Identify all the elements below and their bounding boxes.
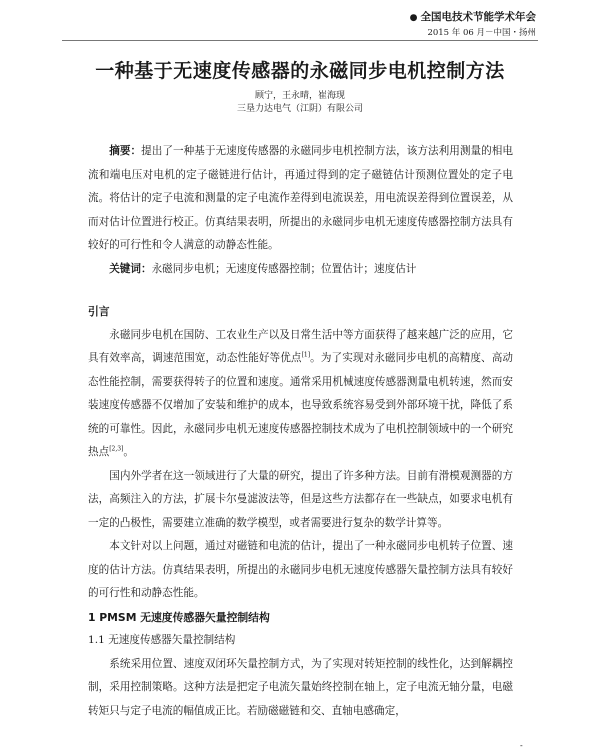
conference-date-place: 2015 年 06 月－中国・扬州 [427, 28, 536, 38]
intro-p1-part-a: 永磁同步电机在国防、工农业生产以及日常生活中等方面获得了越来越广泛的应用，它具有效率高，调速范围宽，动态性能好等优点 [88, 328, 513, 364]
intro-heading: 引言 [88, 305, 110, 318]
section-1-heading: 1 PMSM 无速度传感器矢量控制结构 [88, 610, 270, 624]
intro-paragraph-1 [88, 324, 513, 465]
paper-authors: 顾宁，王永晴，崔海现 [254, 91, 345, 101]
conference-name: 全国电技术节能学术年会 [420, 11, 536, 23]
section-1-paragraph-1: 系统采用位置、速度双闭环矢量控制方式，为了实现对转矩控制的线性化，达到解耦控制，采用控制策略。这种方法是把定子电流矢量始终控制在轴上，定子电流无轴分量，电磁转矩只与定子电流的幅值成正比。若励磁磁链和交、直轴电感确定， [88, 657, 513, 717]
keywords-text: 永磁同步电机；无速度传感器控制；位置估计；速度估计 [151, 262, 417, 275]
intro-p1-part-b: 。为了实现对永磁同步电机的高精度、高动态性能控制，需要获得转子的位置和速度。通常采用机械速度传感器测量电机转速，然而安装速度传感器不仅增加了安装和维护的成本，也导致系统容易受到外部环境干扰，降低了系统的可靠性。因此，永磁同步电机无速度传感器控制技术成为了电机控制领域中的一个研究热点 [88, 352, 514, 458]
intro-p1-part-c: 。 [123, 446, 135, 458]
paper-affiliation: 三垦力达电气（江阴）有限公司 [236, 104, 363, 114]
abstract [88, 140, 513, 258]
conference-header [410, 10, 536, 39]
citation-ref: [2,3] [109, 445, 124, 453]
spacer [88, 281, 513, 300]
abstract-label: 摘要： [109, 145, 142, 157]
intro-paragraph-2: 国内外学者在这一领域进行了大量的研究，提出了许多种方法。目前有滑模观测器的方法，高频注入的方法，扩展卡尔曼滤波法等，但是这些方法都存在一些缺点，如要求电机有一定的凸极性，需要建立准确的数学模型，或者需要进行复杂的数学计算等。 [88, 469, 513, 529]
paper-title: 一种基于无速度传感器的永磁同步电机控制方法 [95, 60, 505, 82]
keywords-label: 关键词： [109, 262, 152, 275]
intro-paragraph-3: 本文针对以上问题，通过对磁链和电流的估计，提出了一种永磁同步电机转子位置、速度的估计方法。仿真结果表明，所提出的永磁同步电机无速度传感器矢量控制方法具有较好的可行性和动静态性能。 [88, 540, 513, 599]
page-footer-mark: - [520, 741, 523, 750]
citation-ref: [1] [301, 351, 311, 359]
conference-title [410, 10, 536, 25]
bullet-icon: ● [409, 13, 418, 23]
subsection-1-1-heading: 1.1 无速度传感器矢量控制结构 [88, 634, 236, 646]
header-rule [62, 40, 538, 41]
keywords [88, 258, 513, 282]
abstract-text: 提出了一种基于无速度传感器的永磁同步电机控制方法，该方法利用测量的相电流和端电压对电机的定子磁链进行估计，再通过得到的定子磁链估计预测位置处的定子电流。将估计的定子电流和测量的定子电流作差得到电流误差，用电流误差得到位置误差，从而对估计位置进行校正。仿真结果表明，所提出的永磁同步电机无速度传感器控制方法具有较好的可行性和令人满意的动静态性能。 [88, 145, 514, 251]
paper-body [88, 140, 513, 723]
